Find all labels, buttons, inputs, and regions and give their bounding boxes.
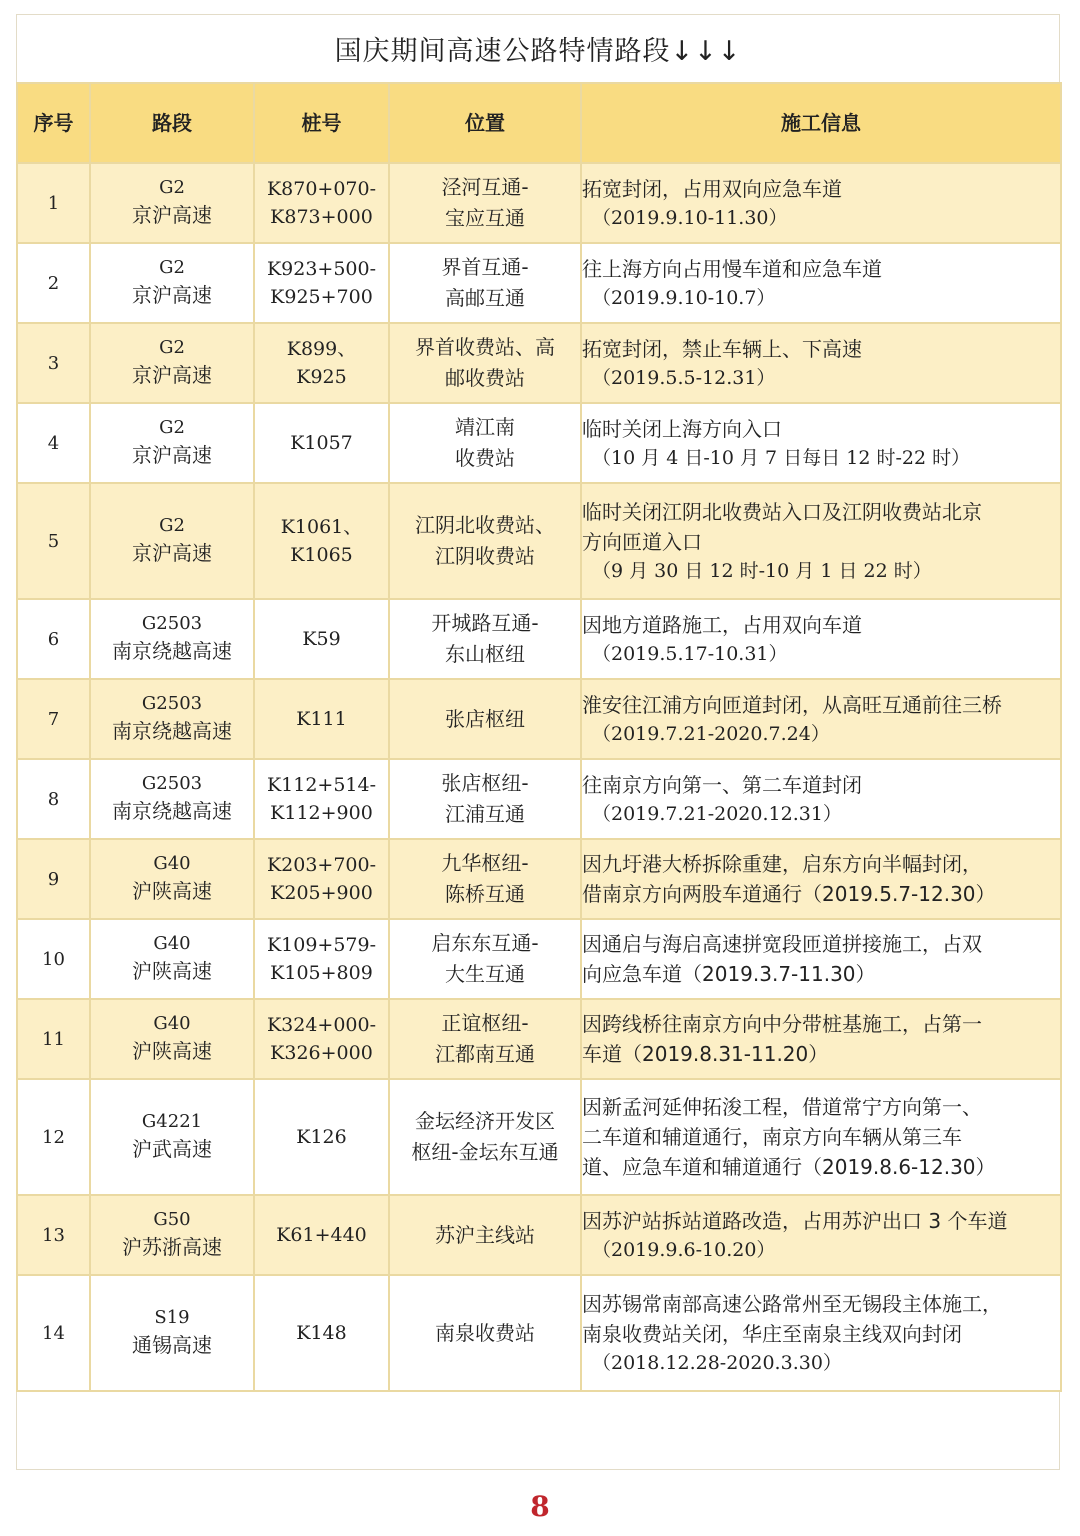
cell-road [90,919,254,999]
cell-index: 4 [17,403,90,483]
location-line: 江阴收费站 [435,544,535,568]
cell-construction-info [581,839,1061,919]
cell-construction-info [581,403,1061,483]
stake-line: K111 [296,707,347,730]
cell-road [90,483,254,599]
table-row [17,919,1061,999]
cell-index: 5 [17,483,90,599]
location-line: 南泉收费站 [435,1320,535,1345]
header-road: 路段 [90,83,254,163]
info-line: 道、应急车道和辅道通行（2019.8.6-12.30） [582,1155,996,1179]
cell-stake [254,163,389,243]
cell-location [389,839,581,919]
location-line: 开城路互通- [431,611,539,635]
road-name: 南京绕越高速 [112,799,232,824]
page-number: 8 [530,1490,550,1523]
info-line: 因苏锡常南部高速公路常州至无锡段主体施工， [582,1291,1002,1316]
cell-stake [254,839,389,919]
location-line: 枢纽-金坛东互通 [411,1140,559,1164]
cell-stake [254,599,389,679]
location-line: 张店枢纽- [441,771,529,795]
table-row [17,323,1061,403]
cell-construction-info [581,1079,1061,1195]
info-line: 因九圩港大桥拆除重建，启东方向半幅封闭， [582,852,982,876]
cell-index: 14 [17,1275,90,1391]
stake-line: K1057 [290,431,353,454]
location-line: 东山枢纽 [445,642,525,666]
cell-index: 9 [17,839,90,919]
cell-stake [254,679,389,759]
cell-location [389,243,581,323]
info-date: （2019.5.17-10.31） [592,642,788,665]
info-date: （2019.9.6-10.20） [592,1238,776,1261]
cell-stake [254,999,389,1079]
road-name: 沪苏浙高速 [122,1235,222,1260]
cell-construction-info [581,599,1061,679]
stake-line: K326+000 [270,1042,373,1064]
road-code: G50 [153,1208,191,1230]
road-name: 沪武高速 [132,1137,212,1162]
cell-road [90,1079,254,1195]
location-line: 大生互通 [445,962,525,986]
road-code: G2 [159,256,185,278]
location-line: 启东东互通- [431,931,539,955]
road-code: S19 [154,1306,190,1328]
stake-line: K899、 [286,337,357,360]
special-road-table [16,82,1062,1392]
location-line: 九华枢纽- [441,851,529,875]
cell-location [389,403,581,483]
info-line: 车道（2019.8.31-11.20） [582,1042,829,1066]
road-code: G40 [153,1012,191,1034]
cell-index: 7 [17,679,90,759]
location-line: 正谊枢纽- [441,1011,529,1035]
road-name: 沪陕高速 [132,1039,212,1064]
page-title: 国庆期间高速公路特情路段↓↓↓ [334,35,742,67]
info-line: 方向匝道入口 [582,529,702,554]
table-row [17,1275,1061,1391]
cell-location [389,679,581,759]
road-name: 南京绕越高速 [112,719,232,744]
road-name: 京沪高速 [132,443,212,468]
cell-location [389,999,581,1079]
cell-road [90,599,254,679]
stake-line: K1061、 [280,515,363,538]
info-line: 因地方道路施工，占用双向车道 [582,612,862,637]
road-code: G2503 [141,692,203,714]
cell-road [90,839,254,919]
cell-construction-info [581,999,1061,1079]
location-line: 邮收费站 [445,366,525,390]
road-name: 沪陕高速 [132,879,212,904]
cell-location [389,483,581,599]
info-line: 因新孟河延伸拓浚工程，借道常宁方向第一、 [582,1095,982,1119]
header-stake: 桩号 [254,83,389,163]
info-line: 借南京方向两股车道通行（2019.5.7-12.30） [582,882,996,906]
table-row [17,599,1061,679]
info-date: （2018.12.28-2020.3.30） [592,1351,842,1374]
stake-line: K203+700- [266,853,377,876]
stake-line: K205+900 [270,882,373,904]
table-row [17,243,1061,323]
cell-road [90,243,254,323]
info-line: 因苏沪站拆站道路改造，占用苏沪出口 3 个车道 [582,1208,1008,1233]
stake-line: K112+514- [266,773,377,796]
info-line: 拓宽封闭，禁止车辆上、下高速 [582,336,862,361]
cell-stake [254,1275,389,1391]
cell-location [389,163,581,243]
table-row [17,1195,1061,1275]
table-row [17,679,1061,759]
cell-location [389,599,581,679]
cell-road [90,1275,254,1391]
road-code: G2503 [141,772,203,794]
cell-construction-info [581,1275,1061,1391]
cell-index: 12 [17,1079,90,1195]
road-name: 京沪高速 [132,541,212,566]
stake-line: K109+579- [266,933,377,956]
info-date: （2019.9.10-11.30） [592,206,788,229]
cell-index: 13 [17,1195,90,1275]
info-line: 淮安往江浦方向匝道封闭，从高旺互通前往三桥 [582,692,1002,717]
stake-line: K925 [296,366,347,388]
road-code: G40 [153,932,191,954]
table-row [17,999,1061,1079]
cell-road [90,163,254,243]
road-name: 沪陕高速 [132,959,212,984]
road-name: 通锡高速 [132,1333,212,1358]
road-name: 京沪高速 [132,203,212,228]
stake-line: K923+500- [266,257,377,280]
cell-road [90,759,254,839]
location-line: 泾河互通- [441,175,529,199]
cell-index: 8 [17,759,90,839]
cell-road [90,323,254,403]
info-line: 向应急车道（2019.3.7-11.30） [582,962,876,986]
cell-stake [254,483,389,599]
stake-line: K873+000 [270,206,373,228]
cell-location [389,759,581,839]
stake-line: K324+000- [266,1013,377,1036]
table-header-row [17,83,1061,163]
cell-stake [254,323,389,403]
info-line: 临时关闭江阴北收费站入口及江阴收费站北京 [582,499,982,524]
cell-location [389,1275,581,1391]
cell-construction-info [581,919,1061,999]
cell-index: 11 [17,999,90,1079]
cell-index: 2 [17,243,90,323]
road-code: G2 [159,336,185,358]
location-line: 陈桥互通 [445,882,525,906]
cell-construction-info [581,679,1061,759]
cell-stake [254,403,389,483]
stake-line: K148 [296,1321,347,1344]
table-body [17,163,1061,1391]
cell-index: 6 [17,599,90,679]
road-name: 京沪高速 [132,363,212,388]
info-line: 临时关闭上海方向入口 [582,416,782,441]
cell-construction-info [581,483,1061,599]
info-line: 拓宽封闭，占用双向应急车道 [582,176,842,201]
location-line: 界首互通- [441,255,529,279]
road-code: G2503 [141,612,203,634]
info-date: （2019.5.5-12.31） [592,366,776,389]
info-date: （9 月 30 日 12 时-10 月 1 日 22 时） [592,559,932,582]
stake-line: K870+070- [266,177,377,200]
info-date: （2019.9.10-10.7） [592,286,776,309]
location-line: 高邮互通 [445,286,525,310]
location-line: 宝应互通 [445,206,525,230]
cell-location [389,323,581,403]
cell-construction-info [581,759,1061,839]
table-row [17,1079,1061,1195]
stake-line: K112+900 [270,802,373,824]
header-index: 序号 [17,83,90,163]
cell-stake [254,919,389,999]
stake-line: K61+440 [276,1223,367,1246]
location-line: 苏沪主线站 [435,1222,535,1247]
cell-stake [254,243,389,323]
cell-road [90,1195,254,1275]
table-row [17,483,1061,599]
header-construction-info: 施工信息 [581,83,1061,163]
location-line: 收费站 [455,446,515,470]
road-code: G40 [153,852,191,874]
road-name: 京沪高速 [132,283,212,308]
info-line: 因跨线桥往南京方向中分带桩基施工，占第一 [582,1012,982,1036]
stake-line: K59 [302,627,341,650]
cell-construction-info [581,163,1061,243]
cell-index: 10 [17,919,90,999]
cell-road [90,403,254,483]
road-code: G2 [159,514,185,536]
cell-index: 1 [17,163,90,243]
cell-location [389,1195,581,1275]
road-code: G2 [159,416,185,438]
cell-stake [254,759,389,839]
info-line: 往上海方向占用慢车道和应急车道 [582,256,882,281]
table-row [17,403,1061,483]
location-line: 界首收费站、高 [415,335,555,359]
location-line: 江阴北收费站、 [415,513,555,537]
cell-stake [254,1079,389,1195]
cell-location [389,919,581,999]
info-line: 因通启与海启高速拼宽段匝道拼接施工，占双 [582,932,982,956]
stake-line: K126 [296,1125,347,1148]
cell-construction-info [581,323,1061,403]
info-date: （10 月 4 日-10 月 7 日每日 12 时-22 时） [592,446,971,469]
info-line: 往南京方向第一、第二车道封闭 [582,772,862,797]
location-line: 金坛经济开发区 [415,1109,555,1133]
road-code: G2 [159,176,185,198]
table-row [17,163,1061,243]
header-location: 位置 [389,83,581,163]
cell-stake [254,1195,389,1275]
location-line: 江浦互通 [445,802,525,826]
stake-line: K1065 [290,544,353,566]
table-row [17,839,1061,919]
location-line: 靖江南 [455,415,515,439]
stake-line: K105+809 [270,962,373,984]
cell-location [389,1079,581,1195]
cell-road [90,679,254,759]
road-name: 南京绕越高速 [112,639,232,664]
cell-construction-info [581,1195,1061,1275]
location-line: 张店枢纽 [445,706,525,731]
cell-road [90,999,254,1079]
location-line: 江都南互通 [435,1042,535,1066]
info-date: （2019.7.21-2020.12.31） [592,802,842,825]
stake-line: K925+700 [270,286,373,308]
info-line: 二车道和辅道通行，南京方向车辆从第三车 [582,1125,962,1149]
info-line: 南泉收费站关闭，华庄至南泉主线双向封闭 [582,1321,962,1346]
road-code: G4221 [141,1110,203,1132]
info-date: （2019.7.21-2020.7.24） [592,722,830,745]
table-row [17,759,1061,839]
cell-construction-info [581,243,1061,323]
cell-index: 3 [17,323,90,403]
